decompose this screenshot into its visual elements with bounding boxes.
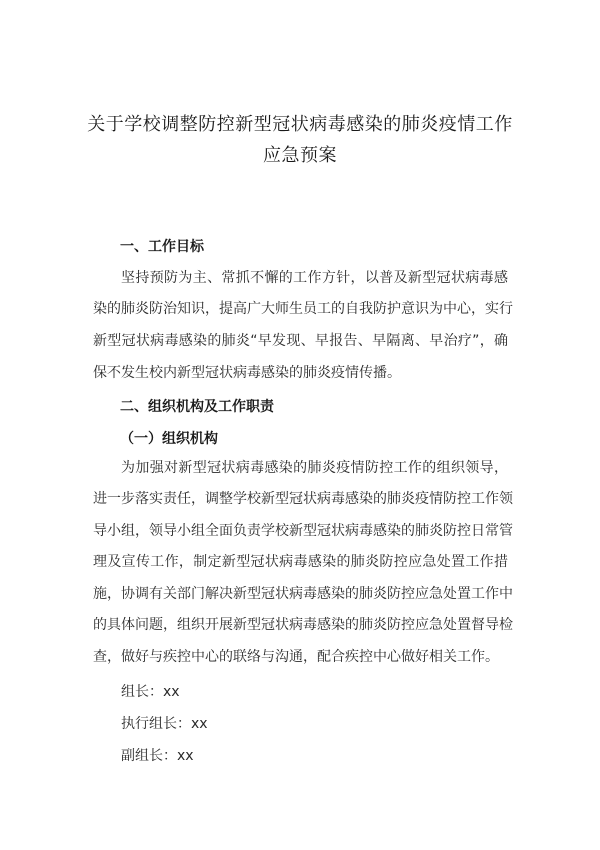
paragraph-line: 理及宣传工作，制定新型冠状病毒感染的肺炎防控应急处置工作措 — [93, 554, 508, 570]
section-heading-organization: 二、组织机构及工作职责 — [120, 399, 274, 415]
paragraph-line: 为加强对新型冠状病毒感染的肺炎疫情防控工作的组织领导， — [121, 460, 508, 476]
paragraph-line: 染的肺炎防治知识，提高广大师生员工的自我防护意识为中心，实行 — [93, 301, 513, 317]
paragraph-line: 坚持预防为主、常抓不懈的工作方针，以普及新型冠状病毒感 — [121, 270, 508, 286]
paragraph-line: 查，做好与疾控中心的联络与沟通，配合疾控中心做好相关工作。 — [93, 649, 499, 665]
section-heading-work-goal: 一、工作目标 — [120, 239, 204, 255]
paragraph-line: 保不发生校内新型冠状病毒感染的肺炎疫情传播。 — [93, 365, 401, 381]
document-title-line-1: 关于学校调整防控新型冠状病毒感染的肺炎疫情工作 — [87, 114, 513, 135]
paragraph-line: 进一步落实责任，调整学校新型冠状病毒感染的肺炎疫情防控工作领 — [93, 491, 513, 507]
paragraph-line: 新型冠状病毒感染的肺炎“早发现、早报告、早隔离、早治疗”，确 — [93, 333, 508, 349]
subsection-heading-organization: （一）组织机构 — [120, 431, 218, 447]
member-executive-leader: 执行组长：xx — [121, 716, 208, 732]
paragraph-line: 导小组，领导小组全面负责学校新型冠状病毒感染的肺炎防控日常管 — [93, 523, 513, 539]
member-leader: 组长：xx — [121, 684, 180, 700]
document-title-line-2: 应急预案 — [263, 145, 337, 166]
paragraph-line: 施，协调有关部门解决新型冠状病毒感染的肺炎防控应急处置工作中 — [93, 586, 513, 602]
paragraph-line: 的具体问题，组织开展新型冠状病毒感染的肺炎防控应急处置督导检 — [93, 617, 513, 633]
member-deputy-leader: 副组长：xx — [121, 748, 194, 764]
